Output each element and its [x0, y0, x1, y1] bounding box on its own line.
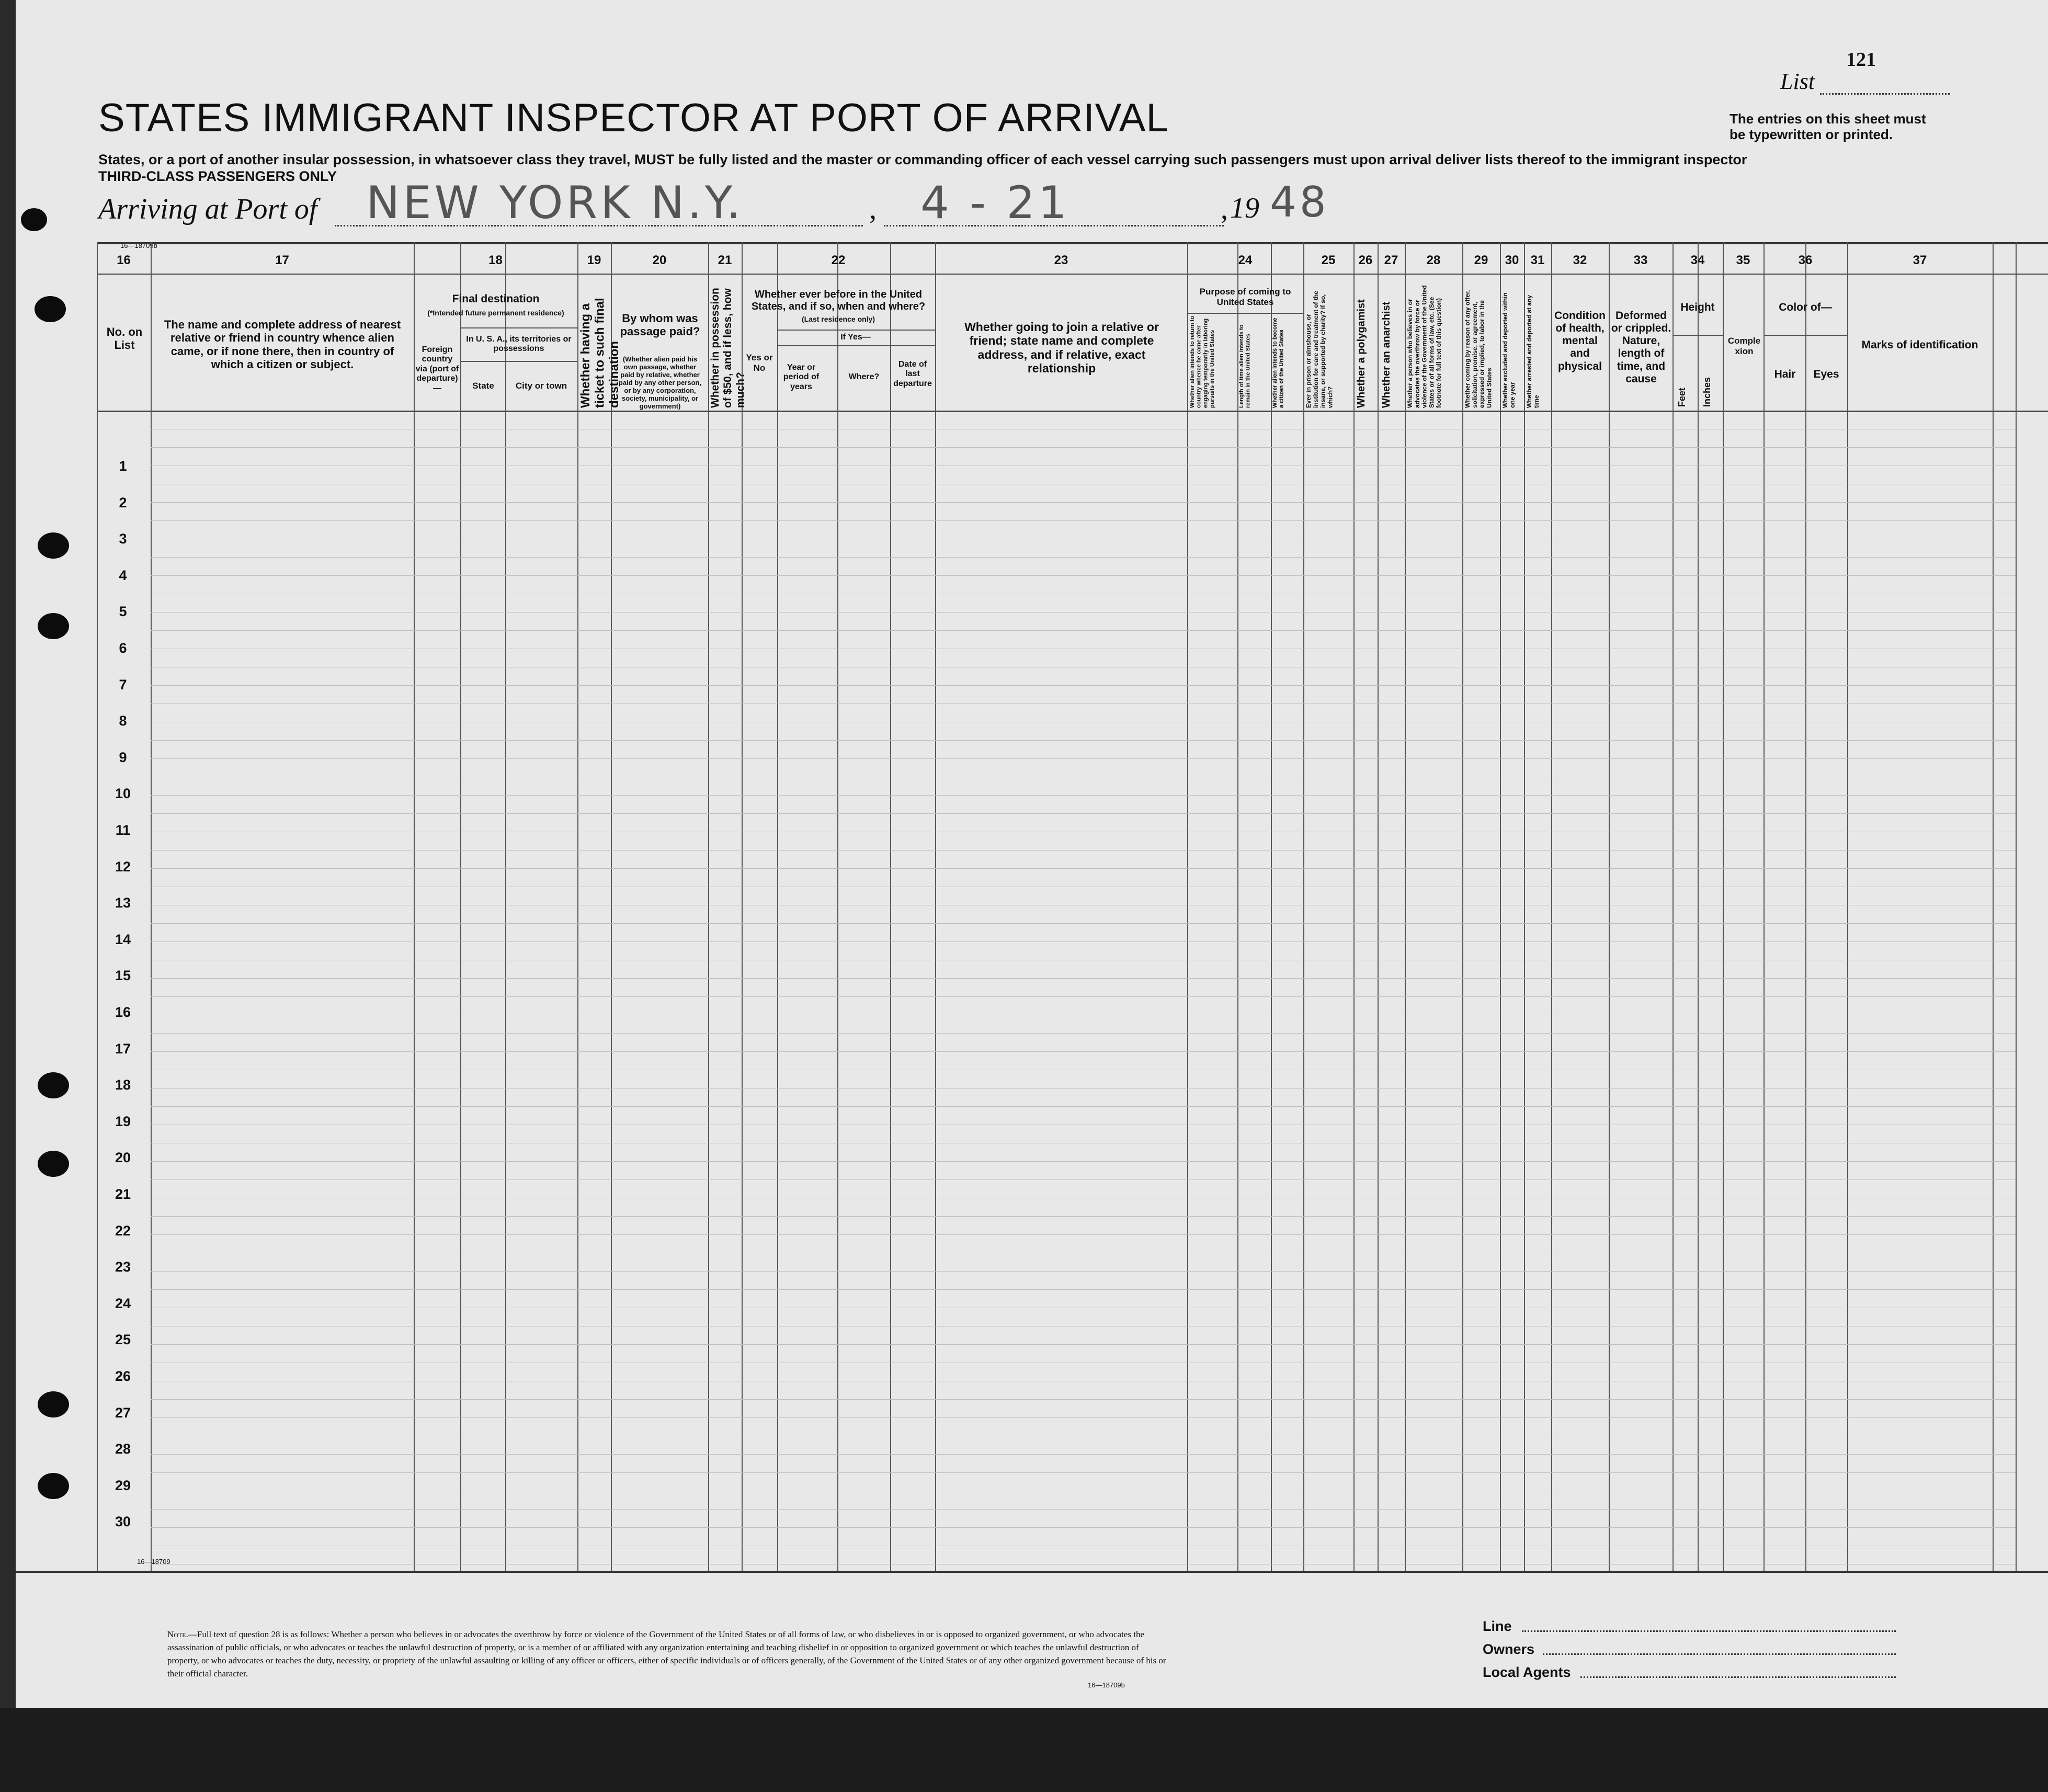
header-ever-before: Whether ever before in the United States, and if so, when and where?: [751, 289, 926, 312]
header-arrested: Whether arrested and deported at any time: [1526, 294, 1540, 408]
row-number: 19: [115, 1114, 131, 1129]
header-join-relative: Whether going to join a relative or friend; state name and complete address, and if relative, exact relationship: [964, 320, 1159, 376]
row-number: 2: [119, 495, 127, 511]
column-divider: [2016, 242, 2017, 1571]
col-number-34: 34: [1690, 253, 1705, 267]
column-divider: [1609, 242, 1610, 1571]
header-in-usa: In U. S. A., its territories or possessions: [466, 335, 572, 354]
row-number: 20: [115, 1150, 131, 1165]
row-number: 16: [115, 1004, 131, 1020]
row-number: 4: [119, 568, 127, 583]
table-top-rule: [97, 242, 2048, 244]
column-divider: [1698, 242, 1699, 1571]
row-rule: [151, 978, 2016, 979]
local-agents-field-rule: [1580, 1676, 1896, 1678]
header-bottom-rule: [97, 411, 2048, 412]
header-final-destination-sub: (*Intended future permanent residence): [427, 309, 564, 317]
binder-hole: [21, 208, 47, 231]
column-divider: [1500, 242, 1501, 1571]
class-line: THIRD-CLASS PASSENGERS ONLY: [98, 168, 337, 184]
owners-field-rule: [1543, 1653, 1896, 1655]
header-height: Height: [1680, 301, 1715, 313]
header-purpose-length: Length of time alien intends to remain in the United States: [1238, 324, 1251, 408]
col-number-35: 35: [1736, 253, 1750, 267]
row-rule: [151, 1216, 2016, 1217]
column-divider: [1723, 242, 1724, 1571]
row-rule: [151, 813, 2016, 814]
row-number: 11: [115, 822, 131, 838]
col-number-24: 24: [1238, 253, 1253, 267]
row-rule: [151, 630, 2016, 631]
footnote-form-code: 16—18709b: [1088, 1681, 1125, 1689]
header-nearest-relative: The name and complete address of nearest relative or friend in country whence alien came, or if none there, then in country of which a citizen or subject.: [164, 318, 401, 371]
col-number-22: 22: [831, 253, 846, 267]
col-number-17: 17: [275, 253, 289, 267]
col-number-21: 21: [718, 253, 732, 267]
header-sub-rule: [777, 330, 935, 331]
column-divider: [1524, 242, 1525, 1571]
header-foreign-country: Foreign country via (port of departure)—: [415, 345, 459, 393]
binder-hole: [38, 532, 69, 559]
footnote-label: Note.: [167, 1629, 188, 1639]
row-rule: [151, 502, 2016, 503]
header-labor-offer: Whether coming by reason of any offer, solicitation, promise, or agreement, expressed or implied, to labor in the United States: [1464, 290, 1493, 408]
list-number: 121: [1846, 49, 1876, 71]
col-number-18: 18: [488, 253, 503, 267]
header-polygamist: Whether a polygamist: [1356, 299, 1367, 408]
row-number: 12: [115, 859, 131, 875]
row-rule: [151, 1472, 2016, 1473]
row-rule: [151, 758, 2016, 759]
col-number-33: 33: [1633, 253, 1648, 267]
col-number-29: 29: [1474, 253, 1488, 267]
row-number: 3: [119, 531, 127, 547]
header-year-or-period: Year or period of years: [783, 363, 820, 391]
header-final-destination: Final destination: [452, 293, 540, 305]
binder-hole: [38, 1151, 69, 1177]
column-divider: [1271, 242, 1272, 1571]
col-number-23: 23: [1054, 253, 1068, 267]
header-health: Condition of health, mental and physical: [1554, 310, 1606, 372]
column-divider: [460, 242, 461, 1571]
column-divider: [1378, 242, 1379, 1571]
row-number: 24: [115, 1296, 131, 1311]
row-rule: [151, 1527, 2016, 1528]
col-number-28: 28: [1426, 253, 1441, 267]
header-ticket: Whether having a ticket to such final destination: [578, 298, 622, 408]
row-number: 18: [115, 1077, 131, 1093]
header-yes-or-no: Yes or No: [746, 353, 773, 373]
header-feet: Feet: [1677, 387, 1687, 407]
column-divider: [577, 242, 578, 1571]
header-hair: Hair: [1774, 368, 1796, 380]
column-divider: [1993, 242, 1994, 1571]
row-rule: [151, 1051, 2016, 1052]
header-marks-identification: Marks of identification: [1861, 339, 1978, 351]
column-divider: [935, 242, 936, 1571]
line-label: Line: [1483, 1618, 1512, 1634]
binder-hole: [38, 613, 69, 639]
row-number: 10: [115, 786, 131, 801]
col-number-37: 37: [1913, 253, 1927, 267]
scan-border-bottom: [0, 1708, 2048, 1792]
scan-border-left: [0, 0, 16, 1708]
column-divider: [1237, 242, 1238, 1571]
binder-hole: [38, 1473, 69, 1499]
row-number: 29: [115, 1478, 131, 1493]
binder-hole: [35, 296, 66, 322]
row-rule: [151, 795, 2016, 796]
column-divider: [1805, 242, 1806, 1571]
col-number-19: 19: [587, 253, 601, 267]
header-sub-rule: [1672, 335, 1723, 336]
row-number: 9: [119, 750, 127, 765]
row-number: 27: [115, 1405, 131, 1421]
page-title: STATES IMMIGRANT INSPECTOR AT PORT OF ARRIVAL: [98, 96, 1169, 140]
subtitle: States, or a port of another insular possession, in whatsoever class they travel, MUST be fully listed and the master or commanding officer of each vessel carrying such passengers must upon arrival deliver lists thereof to the immigrant inspector: [98, 152, 1747, 167]
column-number-rule: [97, 274, 2048, 275]
column-divider: [1353, 242, 1355, 1571]
row-rule: [151, 923, 2016, 924]
col-number-31: 31: [1530, 253, 1545, 267]
row-rule: [151, 685, 2016, 686]
col-number-32: 32: [1573, 253, 1587, 267]
row-number: 13: [115, 895, 131, 911]
comma: ,: [1221, 193, 1228, 225]
table-bottom-rule: [16, 1571, 2048, 1573]
line-field-rule: [1522, 1630, 1896, 1632]
column-divider: [890, 242, 891, 1571]
column-divider: [742, 242, 743, 1571]
column-divider: [837, 242, 838, 1571]
row-rule: [151, 557, 2016, 558]
row-number: 25: [115, 1332, 131, 1347]
column-divider: [1462, 242, 1463, 1571]
header-prison: Ever in prison or almshouse, or institution for care and treatment of the insane, or supported by charity? If so, which?: [1305, 290, 1334, 408]
row-rule: [151, 575, 2016, 576]
col-number-20: 20: [652, 253, 667, 267]
header-color-of: Color of—: [1779, 301, 1832, 313]
local-agents-label: Local Agents: [1483, 1664, 1571, 1680]
footnote-text: —Full text of question 28 is as follows: Whether a person who believes in or advocates the overthrow by force or violence of the Government of the United States or of all forms of law, or who disbelieves in or is opposed to organized government, or who advocates the assassination of public officials, or who advocates or teaches the unlawful destruction of property, or is a member of or affiliated with any organization entertaining and teaching disbelief in or opposition to organized government or which teaches the unlawful destruction of property, or who advocates or teaches the duty, necessity, or propriety of the unlawful assaulting or killing of any officer or officers, either of specific individuals or of officers generally, of the Government of the United States or of any other organized government because of his or their official character.: [167, 1629, 1166, 1678]
row-rule: [151, 1179, 2016, 1180]
col-number-27: 27: [1384, 253, 1398, 267]
binder-hole: [38, 1391, 69, 1417]
row-rule: [151, 1106, 2016, 1107]
row-number: 28: [115, 1441, 131, 1457]
row-rule: [151, 740, 2016, 741]
header-ever-before-sub: (Last residence only): [801, 315, 875, 323]
row-rule: [151, 1033, 2016, 1034]
row-rule: [151, 1234, 2016, 1235]
row-number: 7: [119, 677, 127, 693]
row-rule: [151, 1271, 2016, 1272]
row-rule: [151, 1417, 2016, 1418]
row-number: 17: [115, 1041, 131, 1057]
row-rule: [151, 1344, 2016, 1345]
header-eyes: Eyes: [1813, 368, 1839, 380]
header-sub-rule: [1187, 313, 1303, 314]
owners-label: Owners: [1483, 1641, 1535, 1657]
arriving-label: Arriving at Port of: [98, 193, 317, 225]
row-rule: [151, 447, 2016, 448]
row-number: 22: [115, 1223, 131, 1239]
column-divider: [708, 242, 709, 1571]
header-purpose-citizen: Whether alien intends to become a citizen of the United States: [1272, 317, 1285, 408]
year-prefix: 19: [1230, 192, 1259, 224]
column-divider: [777, 242, 778, 1571]
footnote: [167, 1628, 1171, 1680]
header-if-yes: If Yes—: [840, 333, 871, 342]
header-passage-paid-sub: (Whether alien paid his own passage, whether paid by relative, whether paid by any other person, or by any corporation, society, municipality, or government): [618, 355, 702, 410]
column-divider: [414, 242, 415, 1571]
row-number: 23: [115, 1259, 131, 1275]
header-anarchist: Whether an anarchist: [1381, 301, 1392, 408]
row-rule: [151, 1289, 2016, 1290]
header-date-last-departure: Date of last departure: [893, 360, 932, 388]
row-number: 14: [115, 932, 131, 947]
header-purpose-return: Whether alien intends to return to country whence he came after engaging temporarily in laboring pursuits in the United States: [1189, 315, 1215, 408]
row-rule: [151, 520, 2016, 521]
column-divider: [1551, 242, 1552, 1571]
header-passage-paid: By whom was passage paid?: [620, 312, 700, 338]
row-rule: [151, 1161, 2016, 1162]
header-sub-rule: [460, 327, 577, 328]
row-number: 5: [119, 604, 127, 619]
row-rule: [151, 612, 2016, 613]
form-code-top: 16—18709b: [120, 242, 157, 249]
entries-note-line-2: be typewritten or printed.: [1730, 127, 1893, 142]
header-overthrow: Whether a person who believes in or advocates the overthrow by force or violence of the Government of the United States or of all forms of law, etc. (See footnote for full text of this question): [1406, 285, 1443, 408]
header-complexion: Complexion: [1727, 336, 1761, 356]
row-rule: [151, 1454, 2016, 1455]
year-handwritten: 48: [1270, 178, 1329, 226]
header-sub-rule: [1763, 335, 1847, 336]
header-purpose: Purpose of coming to United States: [1199, 287, 1291, 307]
header-inches: Inches: [1702, 377, 1712, 407]
row-rule: [151, 1509, 2016, 1510]
date-handwritten: 4 - 21: [920, 177, 1070, 229]
col-number-36: 36: [1798, 253, 1813, 267]
list-number-rule: [1820, 93, 1950, 95]
row-number: 6: [119, 640, 127, 656]
header-possession-50: Whether in possession of $50, and if less, how much?: [709, 288, 747, 408]
row-rule: [151, 996, 2016, 997]
entries-note-line-1: The entries on this sheet must: [1730, 111, 1926, 127]
column-divider: [1763, 242, 1765, 1571]
row-number: 1: [119, 458, 127, 474]
row-number: 21: [115, 1186, 131, 1202]
header-sub-rule: [777, 345, 935, 346]
col-number-30: 30: [1505, 253, 1519, 267]
header-city-or-town: City or town: [515, 381, 567, 391]
col-number-25: 25: [1321, 253, 1336, 267]
col-number-16: 16: [117, 253, 131, 267]
row-number: 15: [115, 968, 131, 983]
header-deformed: Deformed or crippled. Nature, length of time, and cause: [1611, 310, 1671, 385]
col-number-26: 26: [1358, 253, 1373, 267]
comma: ,: [869, 193, 877, 225]
column-divider: [1405, 242, 1406, 1571]
row-number: 26: [115, 1368, 131, 1384]
header-where: Where?: [848, 372, 880, 381]
column-divider: [1303, 242, 1304, 1571]
row-number: 8: [119, 713, 127, 729]
column-divider: [1847, 242, 1848, 1571]
column-divider: [1187, 242, 1188, 1571]
column-divider: [151, 242, 152, 1571]
header-no-on-list: No. on List: [106, 325, 143, 352]
binder-hole: [38, 1072, 69, 1098]
row-rule: [151, 1399, 2016, 1400]
row-number: 30: [115, 1514, 131, 1529]
column-divider: [611, 242, 612, 1571]
row-rule: [151, 868, 2016, 869]
column-divider: [505, 242, 506, 1571]
header-excluded: Whether excluded and deported within one year: [1501, 292, 1516, 408]
header-state: State: [472, 381, 494, 391]
form-code-bottom: 16—18709: [137, 1558, 170, 1566]
header-sub-rule: [461, 361, 577, 362]
port-handwritten: NEW YORK N.Y.: [366, 177, 744, 229]
list-label: List: [1780, 69, 1815, 94]
column-divider: [1672, 242, 1674, 1571]
